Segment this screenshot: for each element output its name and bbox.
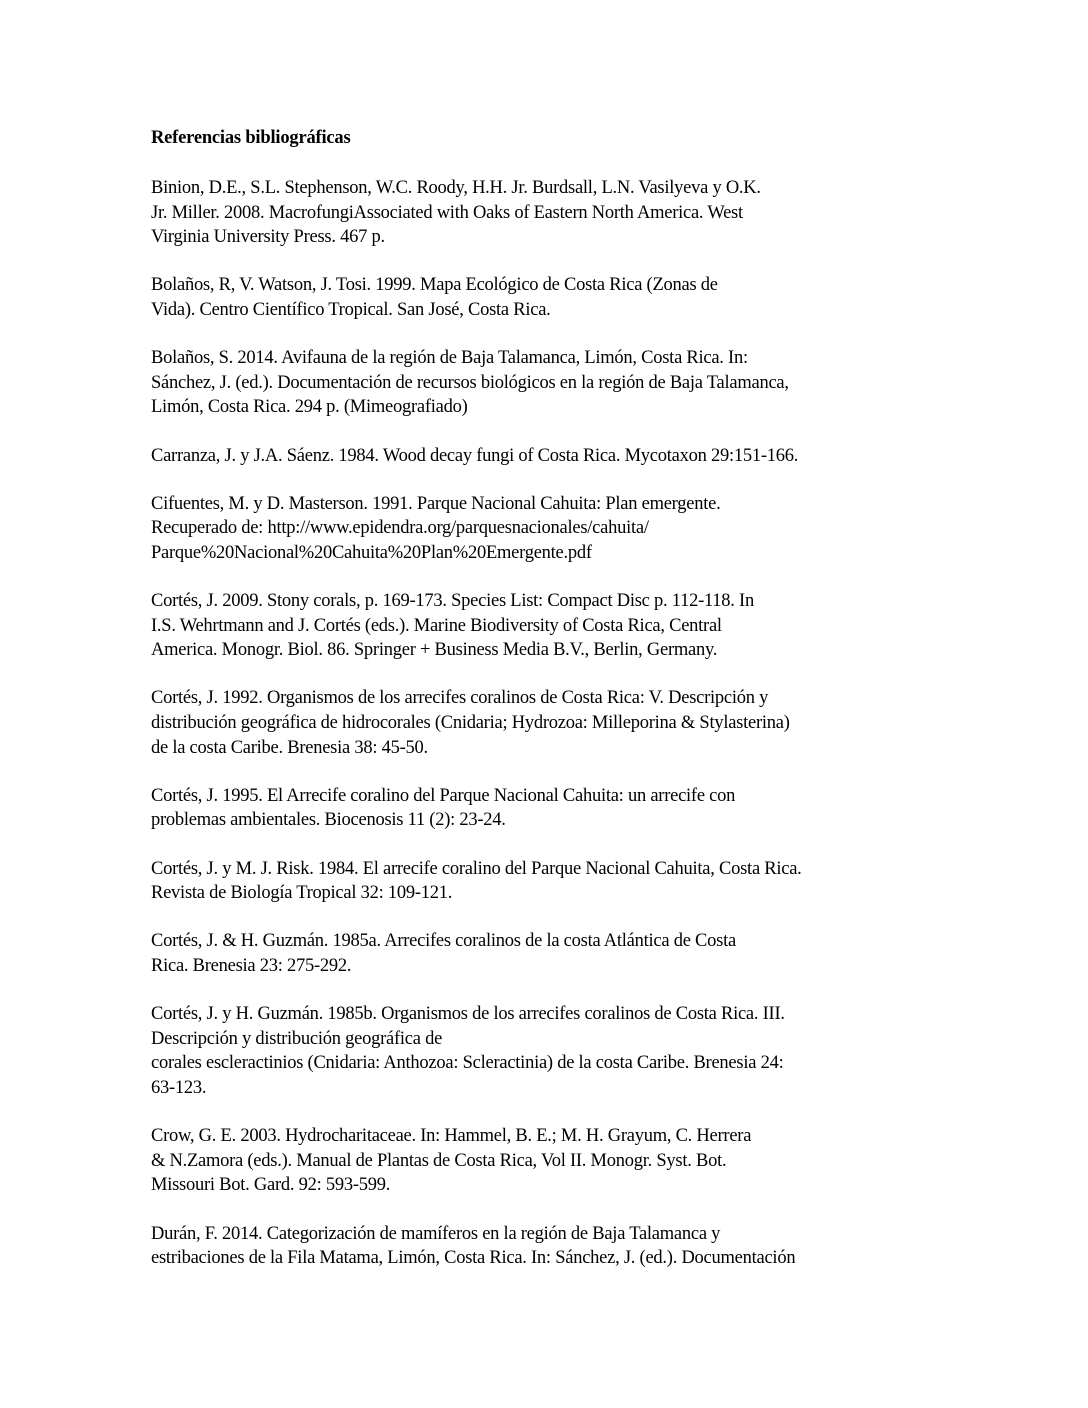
reference-line: Binion, D.E., S.L. Stephenson, W.C. Roody, H.H. Jr. Burdsall, L.N. Vasilyeva y O.K. bbox=[151, 178, 761, 198]
reference-line: distribución geográfica de hidrocorales (Cnidaria; Hydrozoa: Milleporina & Stylasterina) bbox=[151, 713, 790, 734]
reference-entry bbox=[151, 686, 951, 760]
reference-line: Crow, G. E. 2003. Hydrocharitaceae. In: Hammel, B. E.; M. H. Grayum, C. Herrera bbox=[151, 1126, 752, 1147]
reference-line: Vida). Centro Científico Tropical. San José, Costa Rica. bbox=[151, 299, 551, 320]
reference-line: de la costa Caribe. Brenesia 38: 45-50. bbox=[151, 737, 428, 758]
reference-line: Descripción y distribución geográfica de bbox=[151, 1028, 443, 1049]
reference-line: Cortés, J. y H. Guzmán. 1985b. Organismos de los arrecifes coralinos de Costa Rica. III. bbox=[151, 1004, 785, 1025]
reference-line: Cortés, J. 1992. Organismos de los arrecifes coralinos de Costa Rica: V. Descripción y bbox=[151, 688, 769, 709]
reference-entry bbox=[151, 1002, 951, 1100]
reference-entry bbox=[151, 273, 951, 322]
reference-line: Limón, Costa Rica. 294 p. (Mimeografiado) bbox=[151, 397, 468, 418]
reference-entry bbox=[151, 589, 951, 663]
reference-line: Cortés, J. & H. Guzmán. 1985a. Arrecifes coralinos de la costa Atlántica de Costa bbox=[151, 931, 736, 952]
reference-line: I.S. Wehrtmann and J. Cortés (eds.). Marine Biodiversity of Costa Rica, Central bbox=[151, 615, 722, 636]
reference-line: Bolaños, S. 2014. Avifauna de la región de Baja Talamanca, Limón, Costa Rica. In: bbox=[151, 348, 748, 369]
reference-line: 63-123. bbox=[151, 1077, 207, 1098]
reference-line: problemas ambientales. Biocenosis 11 (2): 23-24. bbox=[151, 810, 506, 831]
reference-line: Virginia University Press. 467 p. bbox=[151, 227, 385, 248]
reference-entry bbox=[151, 492, 951, 566]
reference-line: Bolaños, R, V. Watson, J. Tosi. 1999. Mapa Ecológico de Costa Rica (Zonas de bbox=[151, 275, 718, 296]
reference-entry bbox=[151, 929, 951, 978]
reference-line: Cortés, J. 2009. Stony corals, p. 169-173. Species List: Compact Disc p. 112-118. In bbox=[151, 591, 754, 612]
document-page bbox=[151, 126, 951, 1294]
reference-line: Cifuentes, M. y D. Masterson. 1991. Parque Nacional Cahuita: Plan emergente. bbox=[151, 493, 721, 514]
reference-line: Revista de Biología Tropical 32: 109-121. bbox=[151, 883, 453, 904]
reference-line: Missouri Bot. Gard. 92: 593-599. bbox=[151, 1175, 391, 1196]
reference-line: estribaciones de la Fila Matama, Limón, Costa Rica. In: Sánchez, J. (ed.). Documentación bbox=[151, 1248, 796, 1269]
reference-url-line: Recuperado de: http://www.epidendra.org/parquesnacionales/cahuita/ bbox=[151, 518, 649, 539]
reference-line: Carranza, J. y J.A. Sáenz. 1984. Wood decay fungi of Costa Rica. Mycotaxon 29:151-166. bbox=[151, 445, 799, 466]
reference-line: Cortés, J. y M. J. Risk. 1984. El arrecife coralino del Parque Nacional Cahuita, Costa Rica. bbox=[151, 858, 802, 879]
reference-entry bbox=[151, 784, 951, 833]
reference-line: Sánchez, J. (ed.). Documentación de recursos biológicos en la región de Baja Talamanca, bbox=[151, 372, 789, 393]
reference-entry bbox=[151, 857, 951, 906]
reference-line: & N.Zamora (eds.). Manual de Plantas de Costa Rica, Vol II. Monogr. Syst. Bot. bbox=[151, 1150, 727, 1171]
reference-entry bbox=[151, 1124, 951, 1198]
reference-line: Rica. Brenesia 23: 275-292. bbox=[151, 956, 352, 976]
reference-url-line: Parque%20Nacional%20Cahuita%20Plan%20Emergente.pdf bbox=[151, 542, 592, 563]
reference-entry bbox=[151, 1222, 951, 1271]
reference-line: Jr. Miller. 2008. MacrofungiAssociated with Oaks of Eastern North America. West bbox=[151, 202, 743, 223]
reference-entry bbox=[151, 176, 951, 250]
section-heading: Referencias bibliográficas bbox=[151, 128, 351, 148]
reference-line: America. Monogr. Biol. 86. Springer + Business Media B.V., Berlin, Germany. bbox=[151, 640, 718, 661]
reference-entry bbox=[151, 346, 951, 420]
reference-line: corales escleractinios (Cnidaria: Anthozoa: Scleractinia) de la costa Caribe. Brenesia 24: bbox=[151, 1053, 784, 1074]
reference-line: Durán, F. 2014. Categorización de mamíferos en la región de Baja Talamanca y bbox=[151, 1223, 721, 1244]
reference-entry bbox=[151, 444, 951, 469]
reference-line: Cortés, J. 1995. El Arrecife coralino del Parque Nacional Cahuita: un arrecife con bbox=[151, 785, 736, 806]
